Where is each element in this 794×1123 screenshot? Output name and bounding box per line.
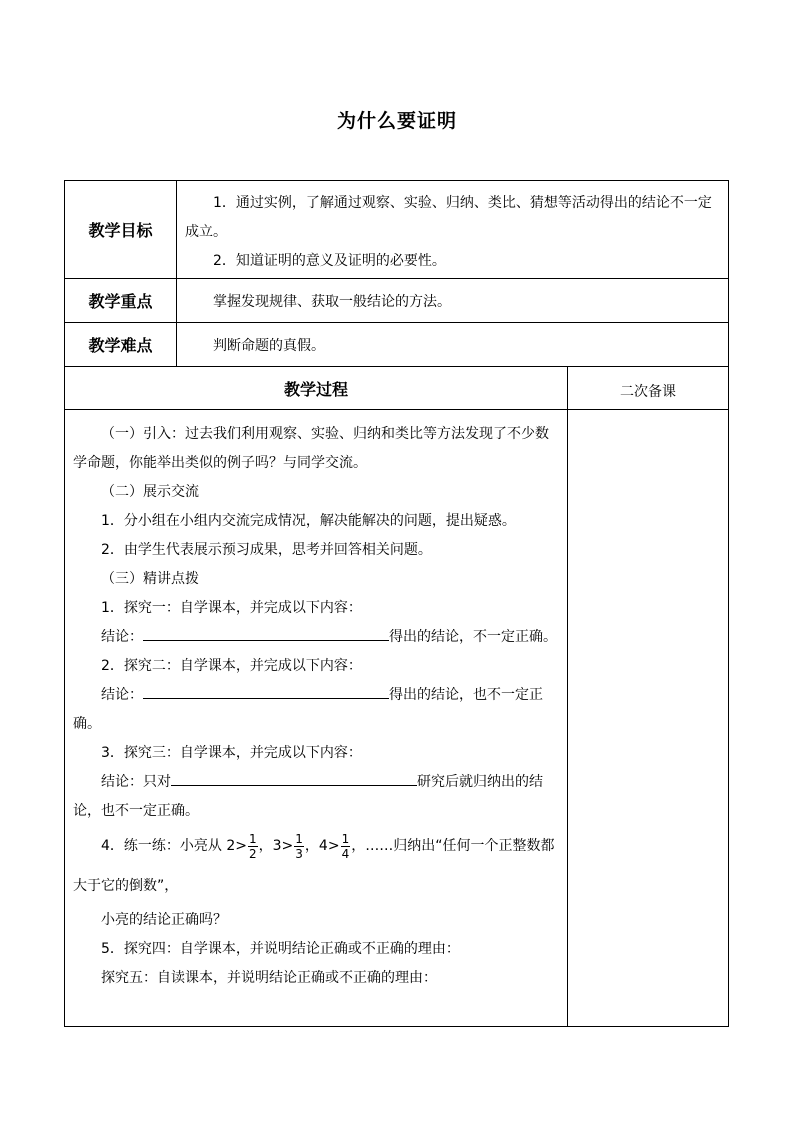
fraction-1-4: $\frac{1}{4}$	[341, 831, 350, 861]
fill-blank-3[interactable]	[171, 770, 417, 786]
keypoints-label: 教学重点	[65, 279, 177, 323]
process-header: 教学过程	[65, 367, 568, 410]
objective-1: 1．通过实例，了解通过观察、实验、归纳、类比、猜想等活动得出的结论不一定成立。	[185, 195, 712, 240]
objective-2: 2．知道证明的意义及证明的必要性。	[213, 253, 446, 269]
section-2-heading: （二）展示交流	[101, 484, 199, 500]
explore-3-conclusion: 结论：只对 研究后就归纳出的结论，也不一定正确。	[73, 768, 559, 826]
fill-blank-1[interactable]	[143, 625, 389, 641]
practice-4: 4．练一练：小亮从 2> $\frac{1}{2}$ ，3> $\frac{1}{3}$ ，4> $\frac{1}{4}$ ，……归纳出“任何一个正整数都大于它的倒数”，	[73, 831, 555, 894]
process-row	[65, 410, 729, 1027]
difficulties-text: 判断命题的真假。	[177, 323, 729, 367]
intro-text: （一）引入：过去我们利用观察、实验、归纳和类比等方法发现了不少数学命题，你能举出类似的例子吗？与同学交流。	[73, 426, 549, 471]
revision-header: 二次备课	[568, 367, 729, 410]
explore-3: 3．探究三：自学课本，并完成以下内容：	[101, 745, 362, 761]
objectives-row	[65, 181, 729, 279]
fraction-1-3: $\frac{1}{3}$	[295, 831, 303, 861]
process-header-row	[65, 367, 729, 410]
difficulties-label: 教学难点	[65, 323, 177, 367]
keypoints-row	[65, 279, 729, 323]
explore-2: 2．探究二：自学课本，并完成以下内容：	[101, 658, 362, 674]
section-2-item-1: 1．分小组在小组内交流完成情况，解决能解决的问题，提出疑惑。	[101, 513, 516, 529]
fill-blank-2[interactable]	[143, 683, 389, 699]
objectives-cell	[177, 181, 729, 279]
explore-1: 1．探究一：自学课本，并完成以下内容：	[101, 600, 362, 616]
explore-4: 5．探究四：自学课本，并说明结论正确或不正确的理由：	[101, 941, 460, 957]
fraction-1-2: $\frac{1}{2}$	[249, 831, 257, 861]
objectives-label: 教学目标	[65, 181, 177, 279]
page-title: 为什么要证明	[336, 110, 457, 132]
explore-2-conclusion: 结论： 得出的结论，也不一定正确。	[73, 681, 559, 739]
revision-cell[interactable]	[568, 410, 729, 1027]
keypoints-text: 掌握发现规律、获取一般结论的方法。	[177, 279, 729, 323]
lesson-plan-table	[64, 180, 729, 1027]
difficulties-row	[65, 323, 729, 367]
section-3-heading: （三）精讲点拨	[101, 571, 199, 587]
section-2-item-2: 2．由学生代表展示预习成果，思考并回答相关问题。	[101, 542, 432, 558]
process-content	[65, 410, 568, 1027]
practice-4-question: 小亮的结论正确吗？	[101, 912, 227, 928]
explore-5: 探究五：自读课本，并说明结论正确或不正确的理由：	[101, 970, 437, 986]
explore-1-conclusion: 结论： 得出的结论，不一定正确。	[73, 623, 559, 652]
